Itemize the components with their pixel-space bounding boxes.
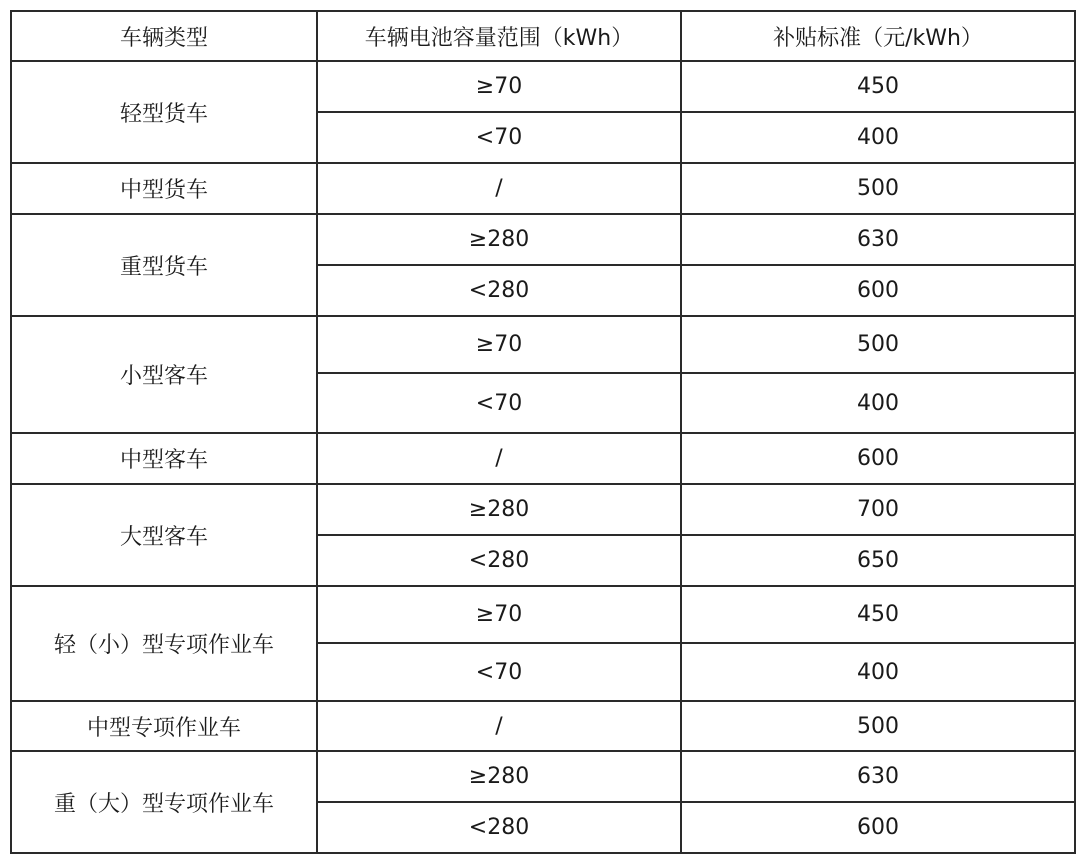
capacity-cell: <70 <box>317 643 681 701</box>
table-row <box>11 316 1075 373</box>
subsidy-cell: 450 <box>681 61 1075 112</box>
header-subsidy-standard: 补贴标准（元/kWh） <box>681 11 1075 61</box>
table-row <box>11 701 1075 751</box>
capacity-cell: <280 <box>317 265 681 316</box>
capacity-cell: <280 <box>317 802 681 853</box>
capacity-cell: ≥70 <box>317 586 681 643</box>
subsidy-cell: 500 <box>681 163 1075 214</box>
header-vehicle-type: 车辆类型 <box>11 11 317 61</box>
subsidy-cell: 500 <box>681 701 1075 751</box>
header-row <box>11 11 1075 61</box>
vehicle-type-cell: 中型货车 <box>11 163 317 214</box>
table-row <box>11 484 1075 535</box>
subsidy-table <box>10 10 1076 854</box>
table-row <box>11 163 1075 214</box>
subsidy-cell: 500 <box>681 316 1075 373</box>
vehicle-type-cell: 中型专项作业车 <box>11 701 317 751</box>
capacity-cell: ≥280 <box>317 214 681 265</box>
capacity-cell: <70 <box>317 112 681 163</box>
subsidy-cell: 650 <box>681 535 1075 586</box>
vehicle-type-cell: 轻（小）型专项作业车 <box>11 586 317 701</box>
capacity-cell: <70 <box>317 373 681 433</box>
capacity-cell: / <box>317 163 681 214</box>
vehicle-type-cell: 小型客车 <box>11 316 317 433</box>
vehicle-type-cell: 重（大）型专项作业车 <box>11 751 317 853</box>
subsidy-cell: 600 <box>681 265 1075 316</box>
capacity-cell: ≥70 <box>317 316 681 373</box>
vehicle-type-cell: 重型货车 <box>11 214 317 316</box>
table-row <box>11 586 1075 643</box>
capacity-cell: <280 <box>317 535 681 586</box>
capacity-cell: / <box>317 433 681 484</box>
vehicle-type-cell: 中型客车 <box>11 433 317 484</box>
subsidy-cell: 450 <box>681 586 1075 643</box>
subsidy-cell: 630 <box>681 751 1075 802</box>
vehicle-type-cell: 大型客车 <box>11 484 317 586</box>
subsidy-cell: 400 <box>681 373 1075 433</box>
subsidy-cell: 700 <box>681 484 1075 535</box>
header-battery-capacity: 车辆电池容量范围（kWh） <box>317 11 681 61</box>
table-row <box>11 433 1075 484</box>
subsidy-cell: 600 <box>681 433 1075 484</box>
capacity-cell: / <box>317 701 681 751</box>
subsidy-cell: 400 <box>681 643 1075 701</box>
table-row <box>11 751 1075 802</box>
table-row <box>11 61 1075 112</box>
vehicle-type-cell: 轻型货车 <box>11 61 317 163</box>
subsidy-cell: 400 <box>681 112 1075 163</box>
capacity-cell: ≥280 <box>317 484 681 535</box>
subsidy-cell: 600 <box>681 802 1075 853</box>
capacity-cell: ≥280 <box>317 751 681 802</box>
subsidy-cell: 630 <box>681 214 1075 265</box>
capacity-cell: ≥70 <box>317 61 681 112</box>
table-row <box>11 214 1075 265</box>
